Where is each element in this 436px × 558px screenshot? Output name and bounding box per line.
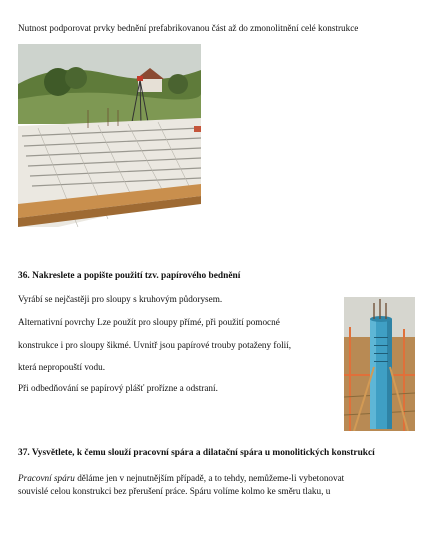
section-36-line-3: konstrukce i pro sloupy šikmé. Uvnitř jsou papírové trouby potaženy folií,	[18, 340, 292, 350]
paper-formwork-column-photo	[344, 297, 415, 431]
section-37-line-1	[18, 473, 344, 484]
section-37-term: Pracovní spáru	[18, 473, 75, 483]
section-37-line-1-rest: děláme jen v nejnutnějším případě, a to tehdy, nemůžeme-li vybetonovat	[74, 473, 345, 483]
precast-formwork-photo	[18, 44, 201, 227]
section-36-line-5: Při odbedňování se papírový plášť prořízne a odstraní.	[18, 383, 218, 393]
section-36-line-4: která nepropouští vodu.	[18, 362, 106, 372]
section-36-heading: 36. Nakreslete a popište použití tzv. papírového bednění	[18, 271, 241, 281]
section-37-line-2: souvislé celou konstrukci bez přerušení práce. Spáru volíme kolmo ke směru tlaku, u	[18, 486, 331, 496]
section-36-line-2: Alternativní povrchy Lze použít pro sloupy přímé, při použití pomocné	[18, 317, 280, 327]
section-37-heading: 37. Vysvětlete, k čemu slouží pracovní spára a dilatační spára u monolitických konstrukcí	[18, 448, 375, 458]
intro-text: Nutnost podporovat prvky bednění prefabrikovanou část až do zmonolitnění celé konstrukce	[18, 23, 359, 33]
section-36-line-1: Vyrábí se nejčastěji pro sloupy s kruhovým půdorysem.	[18, 294, 223, 304]
